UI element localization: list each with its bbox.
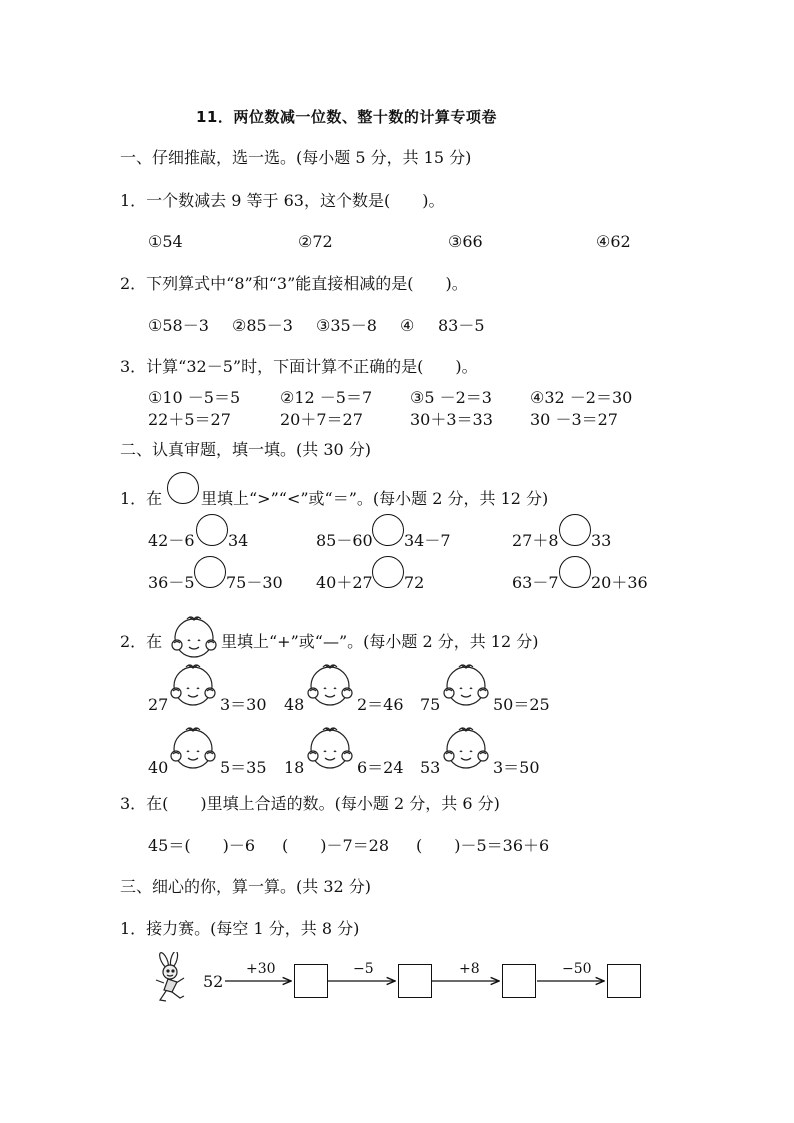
compare-left: 85－60 <box>316 531 373 550</box>
s1-q3-option-2-line1: ②12 －5＝7 <box>280 388 373 407</box>
relay-answer-box[interactable] <box>607 964 641 998</box>
relay-step-label: +8 <box>459 961 480 977</box>
s1-q3-option-4-line1: ④32 －2＝30 <box>530 388 633 407</box>
fill-blank-item[interactable]: ( )－7＝28 <box>282 836 390 855</box>
s1-q3-option-1-line1: ①10 －5＝5 <box>148 388 241 407</box>
s2-q2-prefix: 2．在 <box>120 632 163 651</box>
s1-q2-text: 2．下列算式中“8”和“3”能直接相减的是( )。 <box>120 274 468 293</box>
fill-blank-item[interactable]: ( )－5＝36＋6 <box>416 836 550 855</box>
operator-right: 2＝46 <box>357 695 404 714</box>
relay-answer-box[interactable] <box>502 964 536 998</box>
operator-right: 3＝30 <box>220 695 267 714</box>
s1-q1-option-4: ④62 <box>596 232 631 251</box>
compare-right: 34 <box>228 531 249 550</box>
s2-q3-text: 3．在( )里填上合适的数。(每小题 2 分，共 6 分) <box>120 794 500 813</box>
section-1-heading: 一、仔细推敲，选一选。(每小题 5 分，共 15 分) <box>120 148 472 167</box>
section-3-heading: 三、细心的你，算一算。(共 32 分) <box>120 877 372 896</box>
relay-step-label: −50 <box>562 961 592 977</box>
relay-answer-box[interactable] <box>294 964 328 998</box>
operator-left: 18 <box>284 758 305 777</box>
page-title: 11．两位数减一位数、整十数的计算专项卷 <box>196 108 497 126</box>
compare-right: 34－7 <box>404 531 451 550</box>
operator-left: 75 <box>420 695 441 714</box>
operator-left: 27 <box>148 695 169 714</box>
compare-left: 40＋27 <box>316 573 373 592</box>
compare-left: 42－6 <box>148 531 195 550</box>
s1-q2-option-3: ③35－8 <box>316 316 377 335</box>
s1-q1-text: 1．一个数减去 9 等于 63，这个数是( )。 <box>120 191 445 210</box>
s1-q1-option-2: ②72 <box>298 232 333 251</box>
compare-right: 20＋36 <box>591 573 648 592</box>
s1-q3-text: 3．计算“32－5”时，下面计算不正确的是( )。 <box>120 357 478 376</box>
operator-left: 40 <box>148 758 169 777</box>
compare-left: 36－5 <box>148 573 195 592</box>
relay-answer-box[interactable] <box>398 964 432 998</box>
relay-step-label: −5 <box>353 961 374 977</box>
s2-q1-prefix: 1．在 <box>120 489 163 508</box>
compare-right: 75－30 <box>226 573 283 592</box>
compare-right: 33 <box>591 531 612 550</box>
s1-q2-option-4: ④ <box>400 316 415 335</box>
relay-step-label: +30 <box>246 961 276 977</box>
s1-q2-option-1: ①58－3 <box>148 316 209 335</box>
s1-q3-option-3-line1: ③5 －2＝3 <box>410 388 492 407</box>
s1-q2-option-4-expr: 83－5 <box>438 316 485 335</box>
operator-right: 5＝35 <box>220 758 267 777</box>
compare-right: 72 <box>404 573 425 592</box>
compare-left: 63－7 <box>512 573 559 592</box>
operator-right: 50＝25 <box>493 695 550 714</box>
s1-q3-option-2-line2: 20＋7＝27 <box>280 410 363 429</box>
s2-q1-suffix: 里填上“>”“<”或“＝”。(每小题 2 分，共 12 分) <box>201 489 549 508</box>
s1-q3-option-1-line2: 22＋5＝27 <box>148 410 231 429</box>
section-2-heading: 二、认真审题，填一填。(共 30 分) <box>120 440 372 459</box>
s2-q2-suffix: 里填上“+”或“—”。(每小题 2 分，共 12 分) <box>221 632 539 651</box>
s1-q1-option-1: ①54 <box>148 232 183 251</box>
compare-left: 27＋8 <box>512 531 559 550</box>
fill-blank-item[interactable]: 45＝( )－6 <box>148 836 256 855</box>
operator-left: 53 <box>420 758 441 777</box>
operator-right: 3＝50 <box>493 758 540 777</box>
s1-q1-option-3: ③66 <box>448 232 483 251</box>
relay-start-number: 52 <box>203 972 224 991</box>
s1-q2-option-2: ②85－3 <box>232 316 293 335</box>
operator-right: 6＝24 <box>357 758 404 777</box>
s1-q3-option-3-line2: 30＋3＝33 <box>410 410 493 429</box>
s3-q1-text: 1．接力赛。(每空 1 分，共 8 分) <box>120 919 360 938</box>
operator-left: 48 <box>284 695 305 714</box>
s1-q3-option-4-line2: 30 －3＝27 <box>530 410 618 429</box>
